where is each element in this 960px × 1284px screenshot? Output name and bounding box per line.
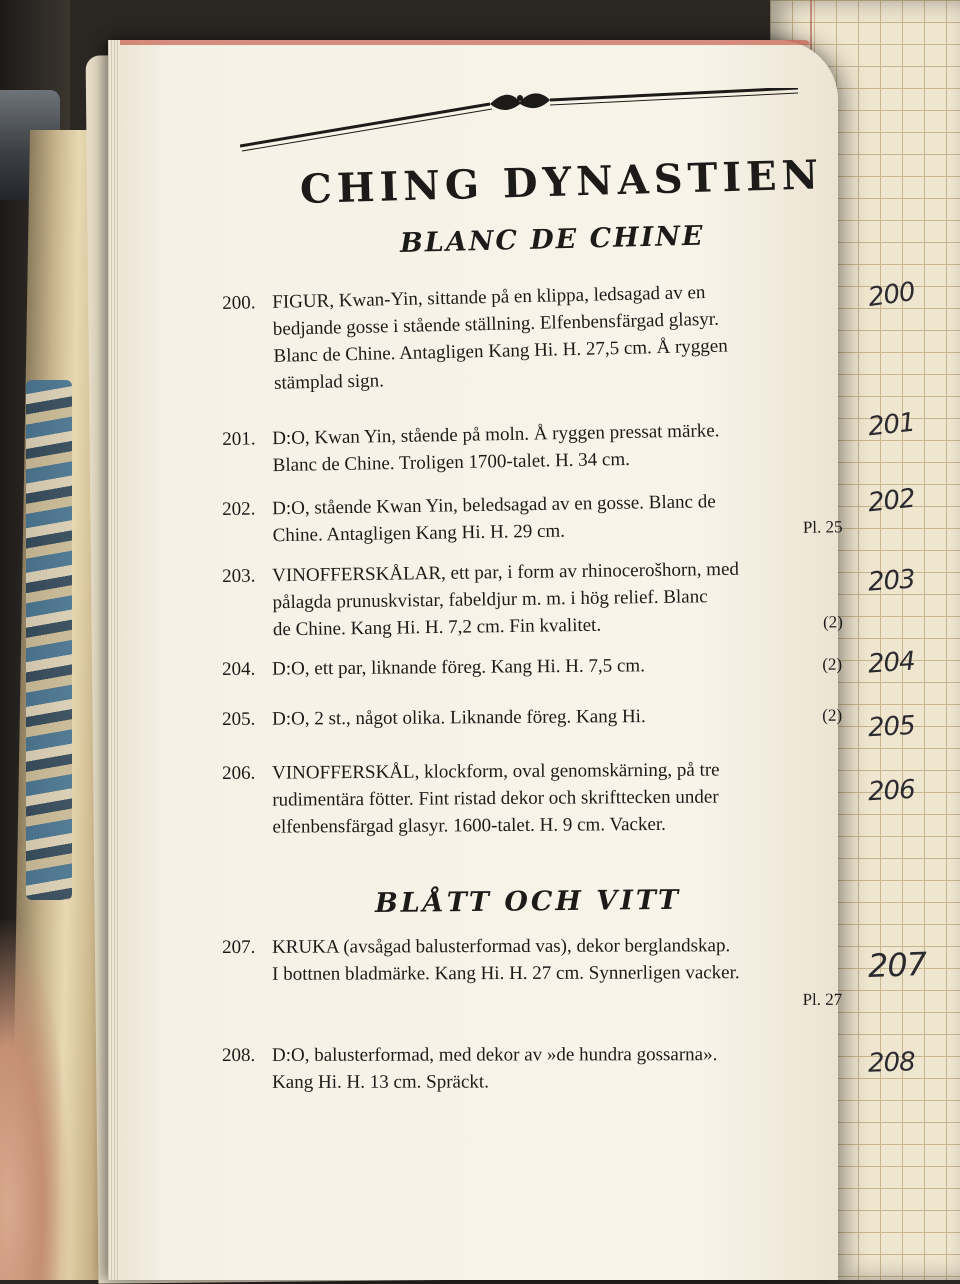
entry-line: I bottnen bladmärke. Kang Hi. H. 27 cm. Synnerligen vacker. — [272, 962, 740, 985]
entry-number: 203. — [222, 565, 256, 587]
catalog-entry — [222, 932, 842, 1015]
handwritten-number: 204 — [867, 646, 916, 680]
entry-line: VINOFFERSKÅL, klockform, oval genomskärning, på tre — [272, 759, 720, 784]
page-edge — [108, 40, 120, 1280]
handwritten-number: 203 — [867, 564, 916, 598]
entry-number: 204. — [222, 658, 256, 680]
entry-line: D:O, 2 st., något olika. Liknande föreg. Kang Hi. — [272, 706, 646, 730]
handwritten-number: 200 — [866, 276, 917, 314]
catalog-entry — [222, 1041, 842, 1096]
handwritten-number: 205 — [867, 710, 916, 744]
section-heading-blanc-de-chine: BLANC DE CHINE — [399, 220, 705, 259]
entry-number: 202. — [222, 498, 256, 520]
handwritten-number: 202 — [866, 483, 917, 519]
handwritten-number: 208 — [867, 1047, 916, 1079]
entry-line: D:O, ett par, liknande föreg. Kang Hi. H. 7,5 cm. — [272, 655, 646, 680]
handwritten-number: 207 — [867, 944, 927, 986]
catalog-entry — [222, 702, 842, 733]
entry-line: D:O, stående Kwan Yin, beledsagad av en gosse. Blanc de — [272, 491, 716, 520]
entry-number: 208. — [222, 1044, 256, 1066]
plate-reference: Pl. 27 — [802, 989, 843, 1009]
page-heading: CHING DYNASTIEN — [299, 151, 824, 213]
entry-line: Blanc de Chine. Troligen 1700-talet. H. 34 cm. — [272, 448, 631, 477]
catalog-entry — [222, 276, 844, 398]
page-top-edge — [120, 40, 810, 45]
entry-number: 200. — [222, 292, 256, 314]
catalog-entry — [222, 415, 843, 480]
entry-number: 201. — [222, 428, 256, 450]
ornament-rule — [240, 88, 800, 158]
entry-line: Blanc de Chine. Antagligen Kang Hi. H. 27,5 cm. Å ryggen — [273, 335, 728, 367]
plate-reference: Pl. 25 — [802, 517, 843, 537]
catalog-entry — [222, 554, 843, 644]
entry-line: rudimentära fötter. Fint ristad dekor och skrifttecken under — [272, 786, 719, 811]
entry-line: pålagda prunuskvistar, fabeldjur m. m. i hög relief. Blanc — [272, 586, 708, 614]
entry-line: Kang Hi. H. 13 cm. Spräckt. — [272, 1071, 489, 1093]
quantity-note: (2) — [822, 612, 844, 632]
entry-line: de Chine. Kang Hi. H. 7,2 cm. Fin kvalitet. — [272, 614, 602, 641]
entry-line: KRUKA (avsågad balusterformad vas), dekor berglandskap. — [272, 935, 731, 958]
handwritten-number: 206 — [867, 774, 916, 808]
spine-print-pattern — [26, 380, 72, 900]
entry-line: stämplad sign. — [273, 370, 385, 394]
entry-line: VINOFFERSKÅLAR, ett par, i form av rhinocerošhorn, med — [272, 558, 740, 587]
quantity-note: (2) — [822, 654, 843, 674]
section-heading-blatt-och-vitt: BLÅTT OCH VITT — [374, 884, 682, 919]
entry-line: elfenbensfärgad glasyr. 1600-talet. H. 9 cm. Vacker. — [272, 813, 666, 838]
catalog-entry — [222, 756, 843, 841]
entry-line: D:O, Kwan Yin, stående på moln. Å ryggen pressat märke. — [272, 420, 720, 450]
entry-line: Chine. Antagligen Kang Hi. H. 29 cm. — [272, 520, 566, 547]
entry-number: 207. — [222, 936, 256, 958]
entry-line: FIGUR, Kwan-Yin, sittande på en klippa, ledsagad av en — [272, 282, 706, 313]
entry-line: D:O, balusterformad, med dekor av »de hundra gossarna». — [272, 1044, 718, 1066]
quantity-note: (2) — [822, 705, 843, 725]
catalog-entry — [222, 486, 843, 550]
catalog-entry — [222, 651, 842, 683]
hand-holding-book — [0, 920, 70, 1280]
entry-number: 206. — [222, 762, 256, 784]
entry-number: 205. — [222, 708, 256, 730]
entry-line: bedjande gosse i stående ställning. Elfenbensfärgad glasyr. — [272, 308, 720, 340]
handwritten-number: 201 — [866, 407, 917, 443]
